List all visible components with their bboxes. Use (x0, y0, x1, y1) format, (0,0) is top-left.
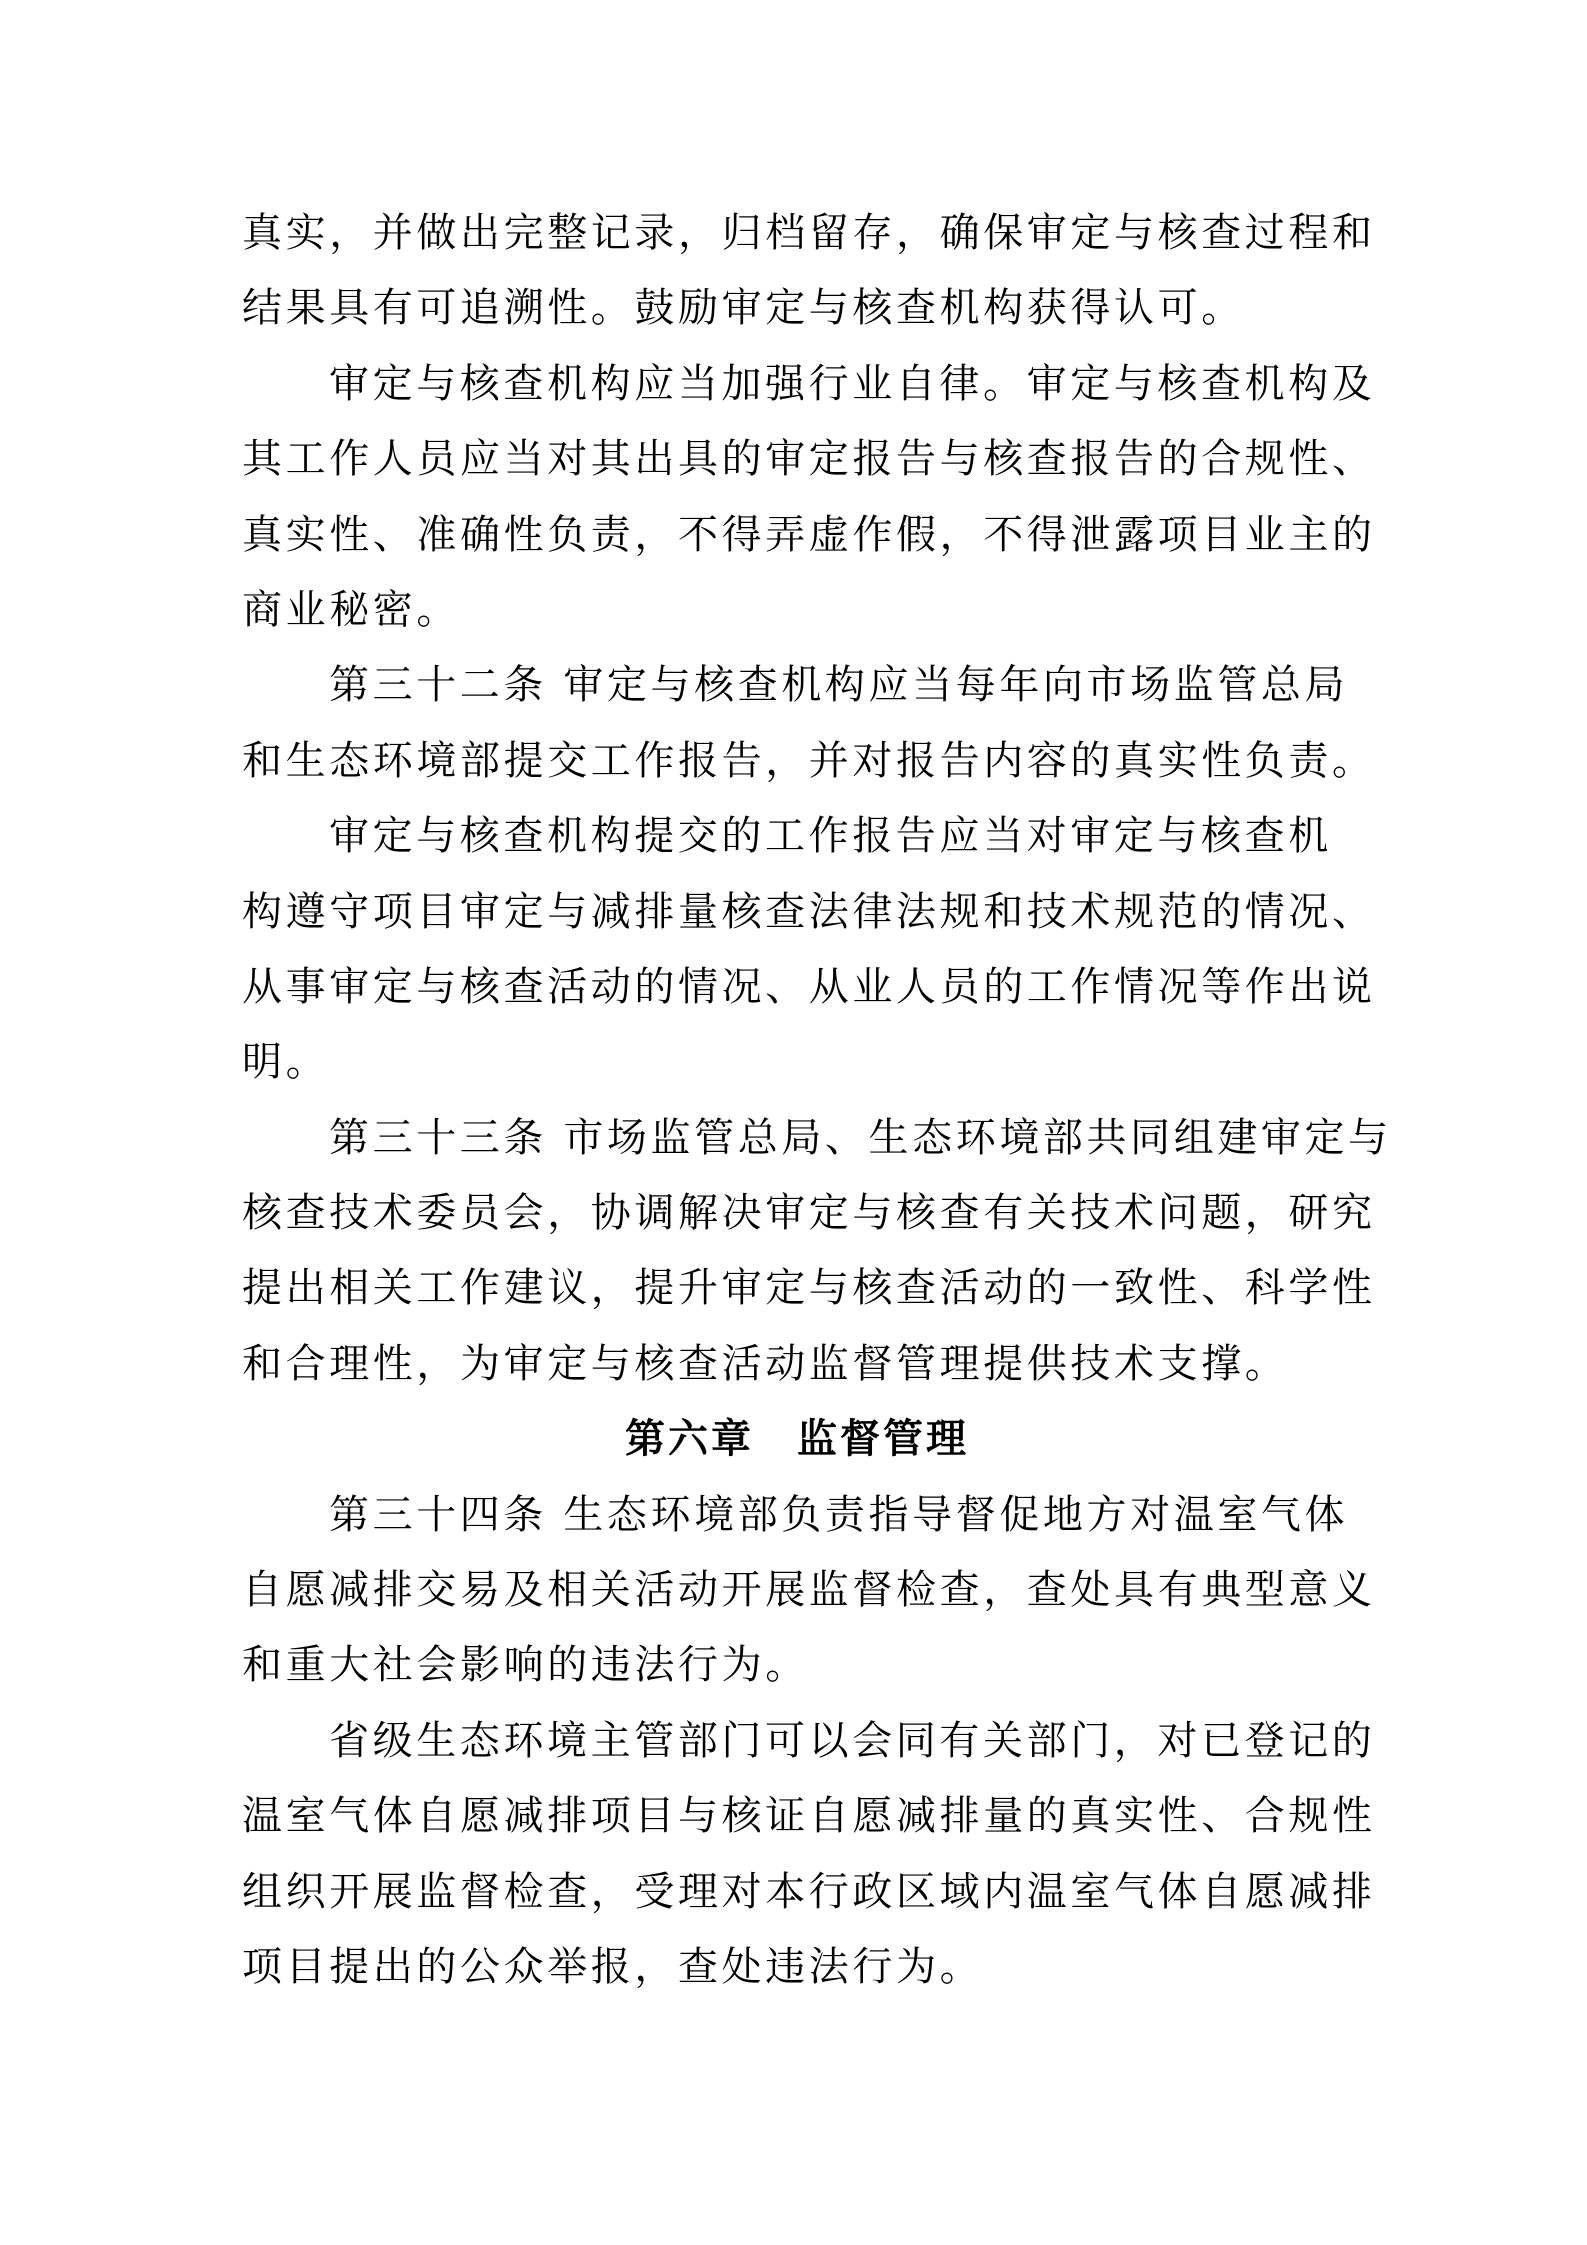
text-line: 第三十四条 生态环境部负责指导督促地方对温室气体 (329, 1491, 1349, 1538)
text-line: 省级生态环境主管部门可以会同有关部门，对已登记的 (329, 1717, 1376, 1764)
text-line: 第三十三条 市场监管总局、生态环境部共同组建审定与 (329, 1114, 1392, 1161)
document-body (242, 196, 1392, 2005)
text-line: 构遵守项目审定与减排量核查法律法规和技术规范的情况、 (242, 888, 1376, 935)
text-line: 项目提出的公众举报，查处违法行为。 (242, 1943, 984, 1990)
text-line: 审定与核查机构应当加强行业自律。审定与核查机构及 (329, 360, 1376, 407)
text-line: 其工作人员应当对其出具的审定报告与核查报告的合规性、 (242, 436, 1376, 483)
text-line: 提出相关工作建议，提升审定与核查活动的一致性、科学性 (242, 1265, 1376, 1312)
text-line: 核查技术委员会，协调解决审定与核查有关技术问题，研究 (242, 1190, 1376, 1237)
text-line: 结果具有可追溯性。鼓励审定与核查机构获得认可。 (242, 285, 1245, 332)
text-line: 第三十二条 审定与核查机构应当每年向市场监管总局 (329, 662, 1349, 709)
text-line: 和重大社会影响的违法行为。 (242, 1642, 809, 1689)
text-line: 温室气体自愿减排项目与核证自愿减排量的真实性、合规性 (242, 1793, 1376, 1840)
text-line: 和生态环境部提交工作报告，并对报告内容的真实性负责。 (242, 737, 1376, 784)
text-line: 审定与核查机构提交的工作报告应当对审定与核查机 (329, 813, 1332, 860)
text-line: 明。 (242, 1039, 330, 1086)
chapter-heading: 第六章 监督管理 (625, 1416, 969, 1463)
text-line: 从事审定与核查活动的情况、从业人员的工作情况等作出说 (242, 963, 1376, 1010)
text-line: 商业秘密。 (242, 586, 460, 633)
text-line: 自愿减排交易及相关活动开展监督检查，查处具有典型意义 (242, 1567, 1376, 1614)
text-line: 和合理性，为审定与核查活动监督管理提供技术支撑。 (242, 1340, 1289, 1387)
text-line: 真实性、准确性负责，不得弄虚作假，不得泄露项目业主的 (242, 511, 1376, 558)
text-line: 组织开展监督检查，受理对本行政区域内温室气体自愿减排 (242, 1868, 1376, 1915)
text-line: 真实，并做出完整记录，归档留存，确保审定与核查过程和 (242, 210, 1376, 256)
